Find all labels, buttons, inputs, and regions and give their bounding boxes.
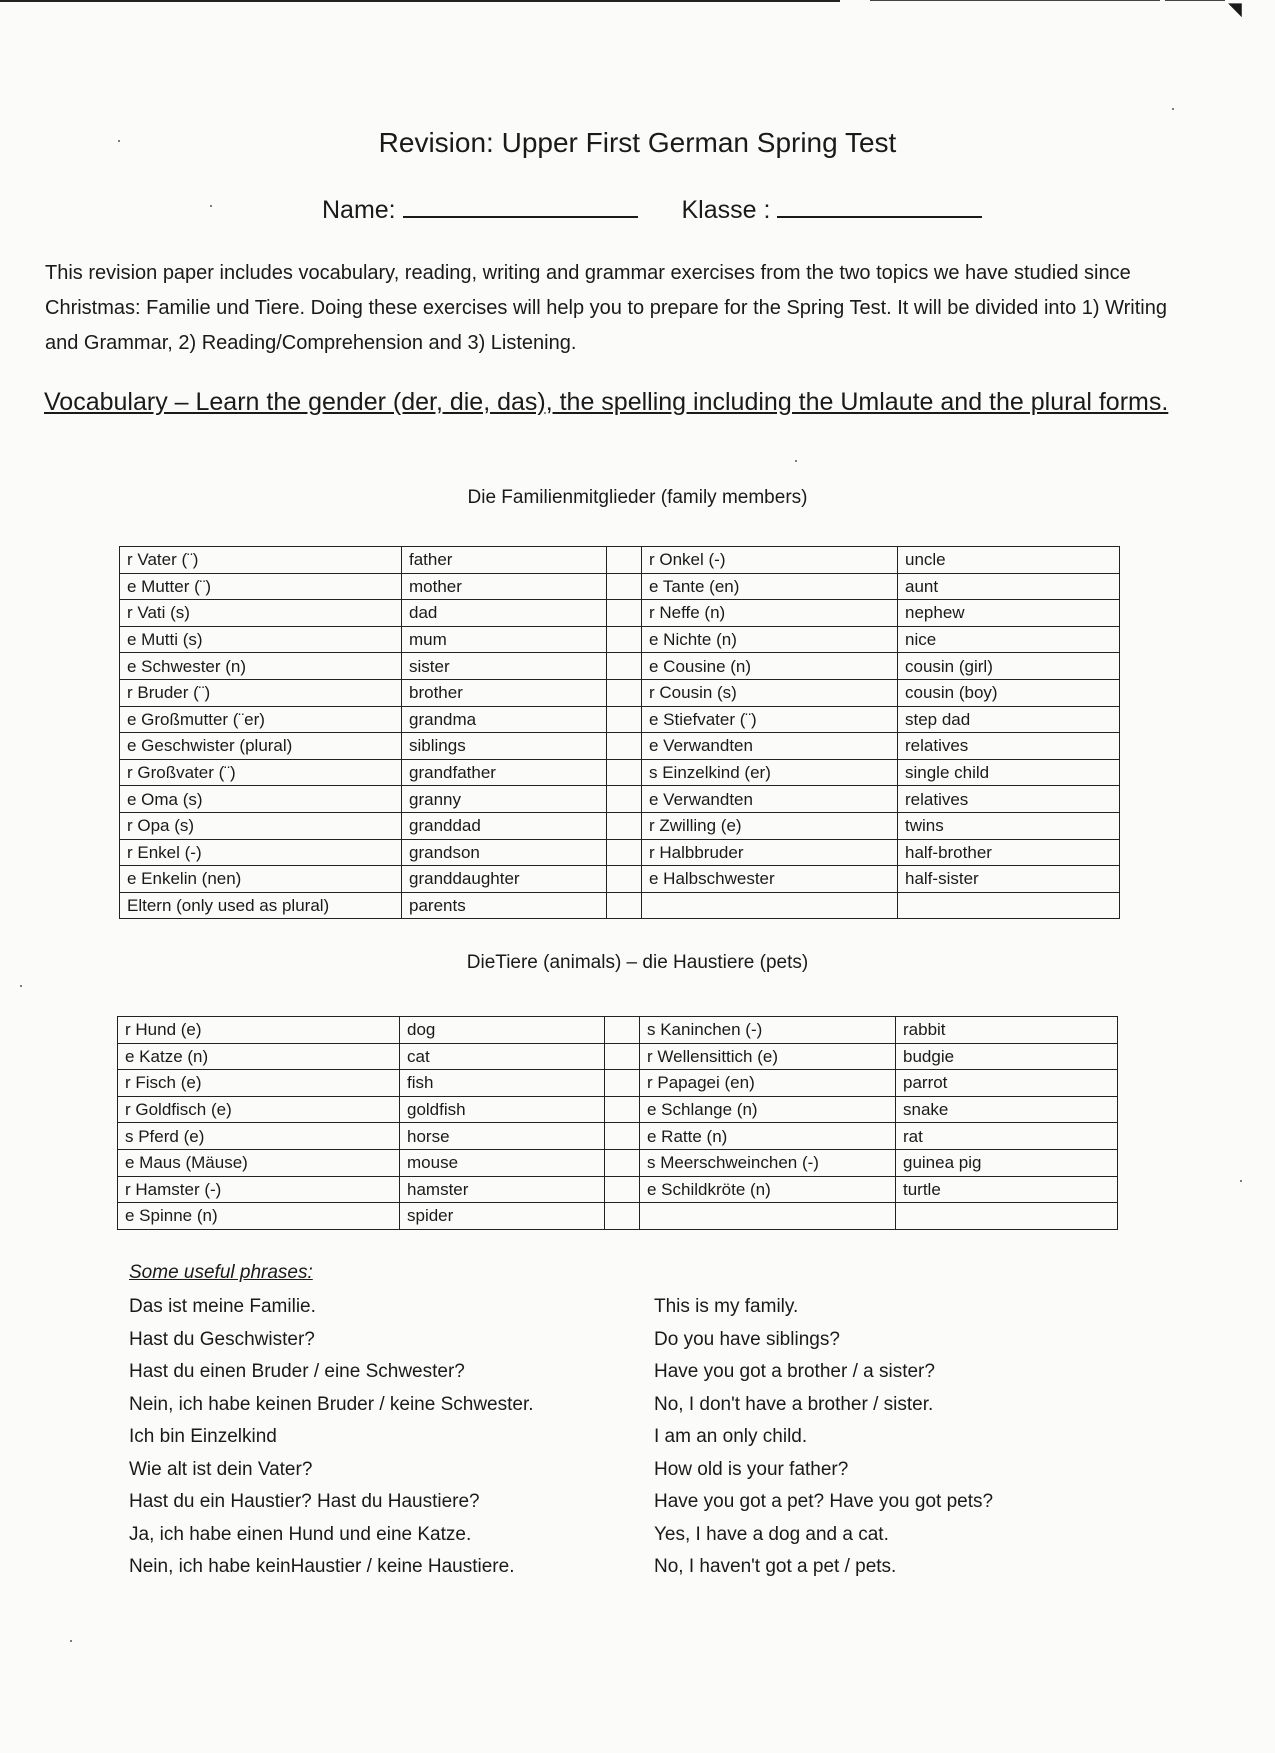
english-word-cell: half-brother [898, 839, 1120, 866]
table-row [120, 866, 1120, 893]
english-word-cell: hamster [400, 1176, 605, 1203]
table-row [120, 839, 1120, 866]
page-title: Revision: Upper First German Spring Test [378, 127, 897, 158]
german-word-cell: r Vater (¨) [120, 547, 402, 574]
german-word-cell [642, 892, 898, 919]
german-word-cell: r Goldfisch (e) [118, 1096, 400, 1123]
table-row [120, 892, 1120, 919]
spacer-cell [607, 866, 642, 893]
german-word-cell: e Schwester (n) [120, 653, 402, 680]
phrase-line: This is my family. [654, 1296, 799, 1317]
english-word-cell: twins [898, 812, 1120, 839]
phrase-line: Wie alt ist dein Vater? [129, 1458, 313, 1480]
english-word-cell: nephew [898, 600, 1120, 627]
scan-edge-line [1165, 0, 1225, 1]
spacer-cell [607, 653, 642, 680]
scan-speck [1172, 108, 1174, 110]
english-word-cell: dog [400, 1017, 605, 1044]
table-row [120, 812, 1120, 839]
german-word-cell: s Kaninchen (-) [640, 1017, 896, 1044]
german-word-cell: r Bruder (¨) [120, 679, 402, 706]
english-word-cell: brother [402, 679, 607, 706]
english-word-cell: relatives [898, 733, 1120, 760]
german-word-cell: e Spinne (n) [118, 1203, 400, 1230]
scan-edge-line [870, 0, 1160, 1]
spacer-cell [605, 1017, 640, 1044]
german-word-cell: e Verwandten [642, 786, 898, 813]
spacer-cell [607, 547, 642, 574]
family-table-caption: Die Familienmitglieder (family members) [467, 487, 808, 508]
german-word-cell: e Schildkröte (n) [640, 1176, 896, 1203]
spacer-cell [605, 1096, 640, 1123]
german-word-cell: e Schlange (n) [640, 1096, 896, 1123]
english-word-cell: horse [400, 1123, 605, 1150]
german-word-cell: e Geschwister (plural) [120, 733, 402, 760]
english-word-cell: rat [896, 1123, 1118, 1150]
phrase-line: How old is your father? [654, 1458, 849, 1480]
english-word-cell: step dad [898, 706, 1120, 733]
english-word-cell: cousin (girl) [898, 653, 1120, 680]
spacer-cell [607, 839, 642, 866]
english-word-cell: sister [402, 653, 607, 680]
german-word-cell [640, 1203, 896, 1230]
german-word-cell: e Katze (n) [118, 1043, 400, 1070]
family-vocab-table [119, 546, 1120, 919]
english-word-cell: mother [402, 573, 607, 600]
phrase-line: No, I don't have a brother / sister. [654, 1393, 934, 1415]
table-row [118, 1096, 1118, 1123]
german-word-cell: r Opa (s) [120, 812, 402, 839]
german-word-cell: r Neffe (n) [642, 600, 898, 627]
english-word-cell: mouse [400, 1149, 605, 1176]
english-word-cell: parents [402, 892, 607, 919]
phrase-line: Das ist meine Familie. [129, 1296, 316, 1317]
english-word-cell: granddad [402, 812, 607, 839]
phrase-line: Ja, ich habe einen Hund und eine Katze. [129, 1523, 472, 1545]
table-row [120, 600, 1120, 627]
spacer-cell [607, 573, 642, 600]
scan-edge-line [0, 0, 840, 2]
german-word-cell: e Oma (s) [120, 786, 402, 813]
scan-speck [1240, 1180, 1242, 1182]
german-word-cell: r Großvater (¨) [120, 759, 402, 786]
spacer-cell [607, 733, 642, 760]
english-word-cell: half-sister [898, 866, 1120, 893]
german-word-cell: e Cousine (n) [642, 653, 898, 680]
animals-table-caption: DieTiere (animals) – die Haustiere (pets) [466, 952, 809, 973]
english-word-cell: spider [400, 1203, 605, 1230]
german-word-cell: r Vati (s) [120, 600, 402, 627]
klasse-label: Klasse : [681, 196, 771, 224]
english-word-cell: aunt [898, 573, 1120, 600]
english-word-cell: nice [898, 626, 1120, 653]
table-row [118, 1017, 1118, 1044]
phrase-line: Ich bin Einzelkind [129, 1426, 277, 1447]
english-word-cell: granddaughter [402, 866, 607, 893]
spacer-cell [607, 679, 642, 706]
klasse-blank [777, 194, 982, 218]
table-row [120, 786, 1120, 813]
english-word-cell: mum [402, 626, 607, 653]
german-word-cell: e Halbschwester [642, 866, 898, 893]
english-word-cell: grandfather [402, 759, 607, 786]
german-word-cell: e Enkelin (nen) [120, 866, 402, 893]
english-word-cell: relatives [898, 786, 1120, 813]
german-word-cell: r Halbbruder [642, 839, 898, 866]
table-row [118, 1043, 1118, 1070]
phrase-line: Have you got a pet? Have you got pets? [654, 1491, 994, 1512]
german-word-cell: r Wellensittich (e) [640, 1043, 896, 1070]
english-word-cell [896, 1203, 1118, 1230]
intro-paragraph: This revision paper includes vocabulary, reading, writing and grammar exercises from the two topics we have studied since Christmas: Familie und Tiere. Doing these exercises will help you to prepare for the Spring Test. It will be divided into 1) Writing and Grammar, 2) Reading/Comprehension and 3) Listening. [45, 262, 1167, 354]
scan-speck [70, 1640, 72, 1642]
german-word-cell: e Stiefvater (¨) [642, 706, 898, 733]
german-word-cell: r Onkel (-) [642, 547, 898, 574]
german-word-cell: e Tante (en) [642, 573, 898, 600]
table-row [120, 573, 1120, 600]
phrase-line: Nein, ich habe keinen Bruder / keine Schwester. [129, 1393, 534, 1415]
name-label: Name: [322, 196, 396, 224]
spacer-cell [607, 759, 642, 786]
table-row [120, 547, 1120, 574]
german-word-cell: s Einzelkind (er) [642, 759, 898, 786]
phrases-heading: Some useful phrases: [129, 1262, 313, 1283]
german-word-cell: r Hamster (-) [118, 1176, 400, 1203]
german-word-cell: r Zwilling (e) [642, 812, 898, 839]
english-word-cell: dad [402, 600, 607, 627]
scan-speck [795, 460, 797, 462]
table-row [120, 653, 1120, 680]
phrase-line: I am an only child. [654, 1426, 808, 1447]
animals-vocab-table [117, 1016, 1118, 1230]
table-row [120, 626, 1120, 653]
table-row [120, 679, 1120, 706]
table-row [118, 1203, 1118, 1230]
spacer-cell [605, 1203, 640, 1230]
vocabulary-heading: Vocabulary – Learn the gender (der, die, das), the spelling including the Umlaute and the plural forms. [44, 388, 1169, 416]
phrase-line: Yes, I have a dog and a cat. [654, 1523, 889, 1545]
german-word-cell: r Hund (e) [118, 1017, 400, 1044]
phrase-line: Have you got a brother / a sister? [654, 1361, 935, 1382]
german-word-cell: Eltern (only used as plural) [120, 892, 402, 919]
spacer-cell [607, 626, 642, 653]
english-word-cell: turtle [896, 1176, 1118, 1203]
german-word-cell: r Enkel (-) [120, 839, 402, 866]
spacer-cell [605, 1123, 640, 1150]
german-word-cell: e Mutter (¨) [120, 573, 402, 600]
english-word-cell: father [402, 547, 607, 574]
english-word-cell: guinea pig [896, 1149, 1118, 1176]
english-word-cell: snake [896, 1096, 1118, 1123]
spacer-cell [607, 786, 642, 813]
table-row [118, 1176, 1118, 1203]
english-word-cell: cat [400, 1043, 605, 1070]
spacer-cell [605, 1043, 640, 1070]
phrase-line: Nein, ich habe keinHaustier / keine Haustiere. [129, 1556, 515, 1577]
phrase-line: Do you have siblings? [654, 1328, 840, 1350]
english-word-cell [898, 892, 1120, 919]
german-word-cell: s Meerschweinchen (-) [640, 1149, 896, 1176]
german-phrases-column [129, 1291, 534, 1584]
spacer-cell [607, 892, 642, 919]
english-word-cell: cousin (boy) [898, 679, 1120, 706]
german-word-cell: e Maus (Mäuse) [118, 1149, 400, 1176]
table-row [118, 1070, 1118, 1097]
spacer-cell [607, 706, 642, 733]
german-word-cell: r Papagei (en) [640, 1070, 896, 1097]
english-word-cell: budgie [896, 1043, 1118, 1070]
spacer-cell [607, 812, 642, 839]
table-row [120, 706, 1120, 733]
english-word-cell: rabbit [896, 1017, 1118, 1044]
german-word-cell: e Großmutter (¨er) [120, 706, 402, 733]
english-word-cell: granny [402, 786, 607, 813]
english-word-cell: grandson [402, 839, 607, 866]
phrase-line: Hast du Geschwister? [129, 1328, 315, 1350]
spacer-cell [607, 600, 642, 627]
english-word-cell: uncle [898, 547, 1120, 574]
phrase-line: No, I haven't got a pet / pets. [654, 1556, 897, 1577]
phrase-line: Hast du ein Haustier? Hast du Haustiere? [129, 1491, 480, 1512]
table-row [118, 1123, 1118, 1150]
spacer-cell [605, 1176, 640, 1203]
table-row [120, 759, 1120, 786]
german-word-cell: s Pferd (e) [118, 1123, 400, 1150]
spacer-cell [605, 1149, 640, 1176]
name-blank [403, 194, 638, 218]
table-row [120, 733, 1120, 760]
scan-corner-mark: ◥ [1228, 0, 1242, 19]
german-word-cell: e Nichte (n) [642, 626, 898, 653]
german-word-cell: e Verwandten [642, 733, 898, 760]
english-word-cell: single child [898, 759, 1120, 786]
phrase-line: Hast du einen Bruder / eine Schwester? [129, 1361, 465, 1382]
german-word-cell: r Fisch (e) [118, 1070, 400, 1097]
english-word-cell: parrot [896, 1070, 1118, 1097]
spacer-cell [605, 1070, 640, 1097]
english-word-cell: goldfish [400, 1096, 605, 1123]
scan-speck [20, 985, 22, 987]
table-row [118, 1149, 1118, 1176]
english-word-cell: grandma [402, 706, 607, 733]
english-word-cell: siblings [402, 733, 607, 760]
german-word-cell: e Mutti (s) [120, 626, 402, 653]
name-class-line [322, 194, 982, 225]
german-word-cell: r Cousin (s) [642, 679, 898, 706]
english-phrases-column [654, 1291, 993, 1584]
german-word-cell: e Ratte (n) [640, 1123, 896, 1150]
english-word-cell: fish [400, 1070, 605, 1097]
scan-speck [210, 205, 212, 207]
